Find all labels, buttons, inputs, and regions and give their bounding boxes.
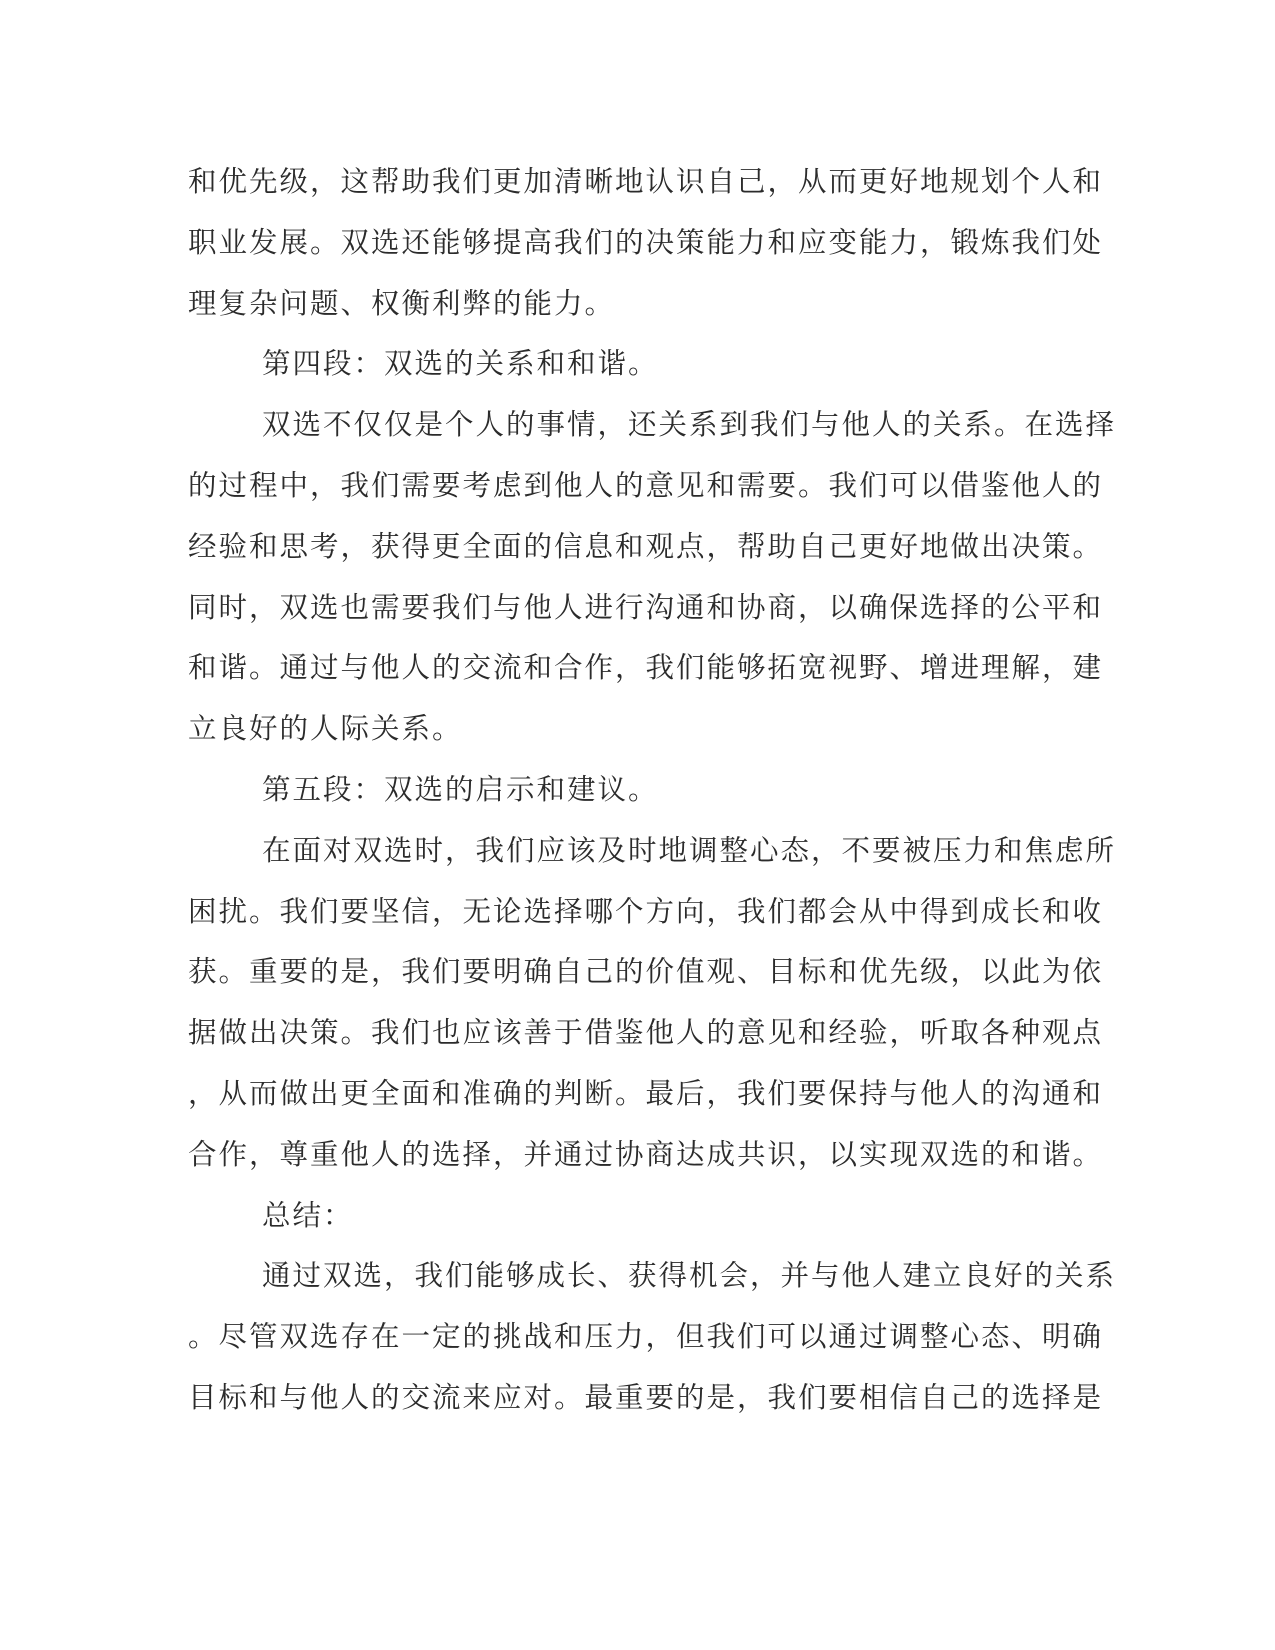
- section-heading-5: 第五段：双选的启示和建议。: [262, 772, 659, 806]
- text-line-13: 困扰。我们要坚信，无论选择哪个方向，我们都会从中得到成长和收: [188, 894, 1104, 928]
- text-line-3: 理复杂问题、权衡利弊的能力。: [188, 286, 616, 320]
- text-line-2: 职业发展。双选还能够提高我们的决策能力和应变能力，锻炼我们处: [188, 225, 1104, 259]
- text-line-8: 同时，双选也需要我们与他人进行沟通和协商，以确保选择的公平和: [188, 590, 1104, 624]
- text-line-21: 目标和与他人的交流来应对。最重要的是，我们要相信自己的选择是: [188, 1380, 1104, 1414]
- text-line-19: 通过双选，我们能够成长、获得机会，并与他人建立良好的关系: [262, 1259, 1117, 1293]
- text-line-12: 在面对双选时，我们应该及时地调整心态，不要被压力和焦虑所: [262, 833, 1117, 867]
- text-line-15: 据做出决策。我们也应该善于借鉴他人的意见和经验，听取各种观点: [188, 1016, 1104, 1050]
- text-line-1: 和优先级，这帮助我们更加清晰地认识自己，从而更好地规划个人和: [188, 165, 1104, 198]
- text-line-17: 合作，尊重他人的选择，并通过协商达成共识，以实现双选的和谐。: [188, 1137, 1104, 1171]
- section-heading-summary: 总结：: [262, 1198, 354, 1232]
- text-line-20: 。尽管双选存在一定的挑战和压力，但我们可以通过调整心态、明确: [188, 1320, 1104, 1354]
- text-line-7: 经验和思考，获得更全面的信息和观点，帮助自己更好地做出决策。: [188, 529, 1104, 563]
- text-line-5: 双选不仅仅是个人的事情，还关系到我们与他人的关系。在选择: [262, 408, 1117, 442]
- text-line-9: 和谐。通过与他人的交流和合作，我们能够拓宽视野、增进理解，建: [188, 651, 1104, 685]
- text-line-10: 立良好的人际关系。: [188, 712, 463, 746]
- section-heading-4: 第四段：双选的关系和和谐。: [262, 347, 659, 381]
- text-line-14: 获。重要的是，我们要明确自己的价值观、目标和优先级，以此为依: [188, 955, 1104, 989]
- text-line-16: ，从而做出更全面和准确的判断。最后，我们要保持与他人的沟通和: [188, 1076, 1104, 1110]
- text-line-6: 的过程中，我们需要考虑到他人的意见和需要。我们可以借鉴他人的: [188, 468, 1104, 502]
- document-body: [188, 152, 1117, 1429]
